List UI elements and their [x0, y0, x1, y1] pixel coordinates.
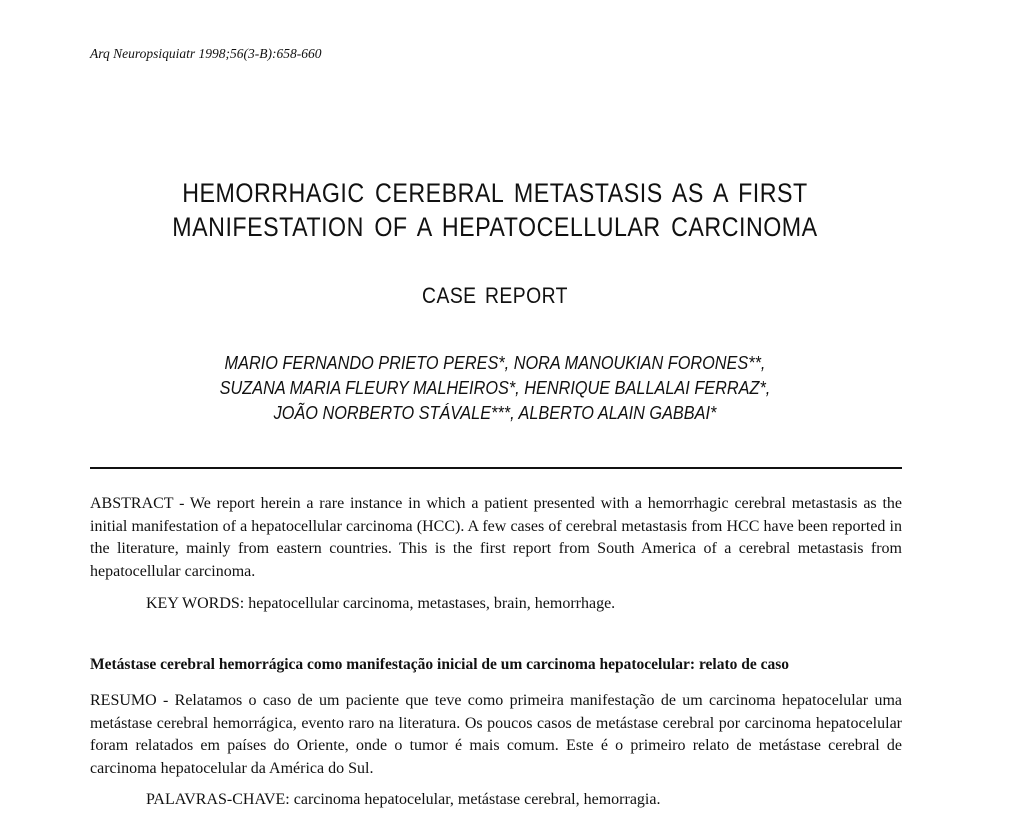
article-title-line-1: HEMORRHAGIC CEREBRAL METASTASIS AS A FIRST — [182, 178, 808, 208]
article-type: CASE REPORT — [422, 283, 568, 308]
author-line-1: MARIO FERNANDO PRIETO PERES*, NORA MANOUKIAN FORONES**, — [224, 352, 766, 373]
article-title-line-2: MANIFESTATION OF A HEPATOCELLULAR CARCINOMA — [172, 212, 818, 242]
author-list — [59, 350, 930, 425]
resumo-keywords: PALAVRAS-CHAVE: carcinoma hepatocelular, metástase cerebral, hemorragia. — [146, 791, 661, 808]
author-line-2: SUZANA MARIA FLEURY MALHEIROS*, HENRIQUE BALLALAI FERRAZ*, — [219, 377, 771, 398]
author-line-3: JOÃO NORBERTO STÁVALE***, ALBERTO ALAIN GABBAI* — [273, 402, 717, 423]
journal-citation: Arq Neuropsiquiatr 1998;56(3-B):658-660 — [90, 46, 322, 61]
article-title — [69, 176, 920, 244]
abstract-keywords: KEY WORDS: hepatocellular carcinoma, metastases, brain, hemorrhage. — [146, 595, 616, 612]
resumo-paragraph: RESUMO - Relatamos o caso de um paciente que teve como primeira manifestação de um carcinoma hepatocelular uma metástase cerebral hemorrágica, evento raro na literatura. Os poucos casos de metástase cerebral por carcinoma hepatocelular foram relatados em países do Oriente, onde o tumor é mais comum. Este é o primeiro relato de metástase cerebral de carcinoma hepatocelular da América do Sul. — [90, 692, 902, 777]
horizontal-divider — [90, 467, 902, 469]
portuguese-title: Metástase cerebral hemorrágica como manifestação inicial de um carcinoma hepatocelular: relato de caso — [90, 656, 790, 673]
abstract-paragraph: ABSTRACT - We report herein a rare instance in which a patient presented with a hemorrhagic cerebral metastasis as the initial manifestation of a hepatocellular carcinoma (HCC). A few cases of cerebral metastasis from HCC have been reported in the literature, mainly from eastern countries. This is the first report from South America of a cerebral metastasis from hepatocellular carcinoma. — [90, 495, 902, 580]
